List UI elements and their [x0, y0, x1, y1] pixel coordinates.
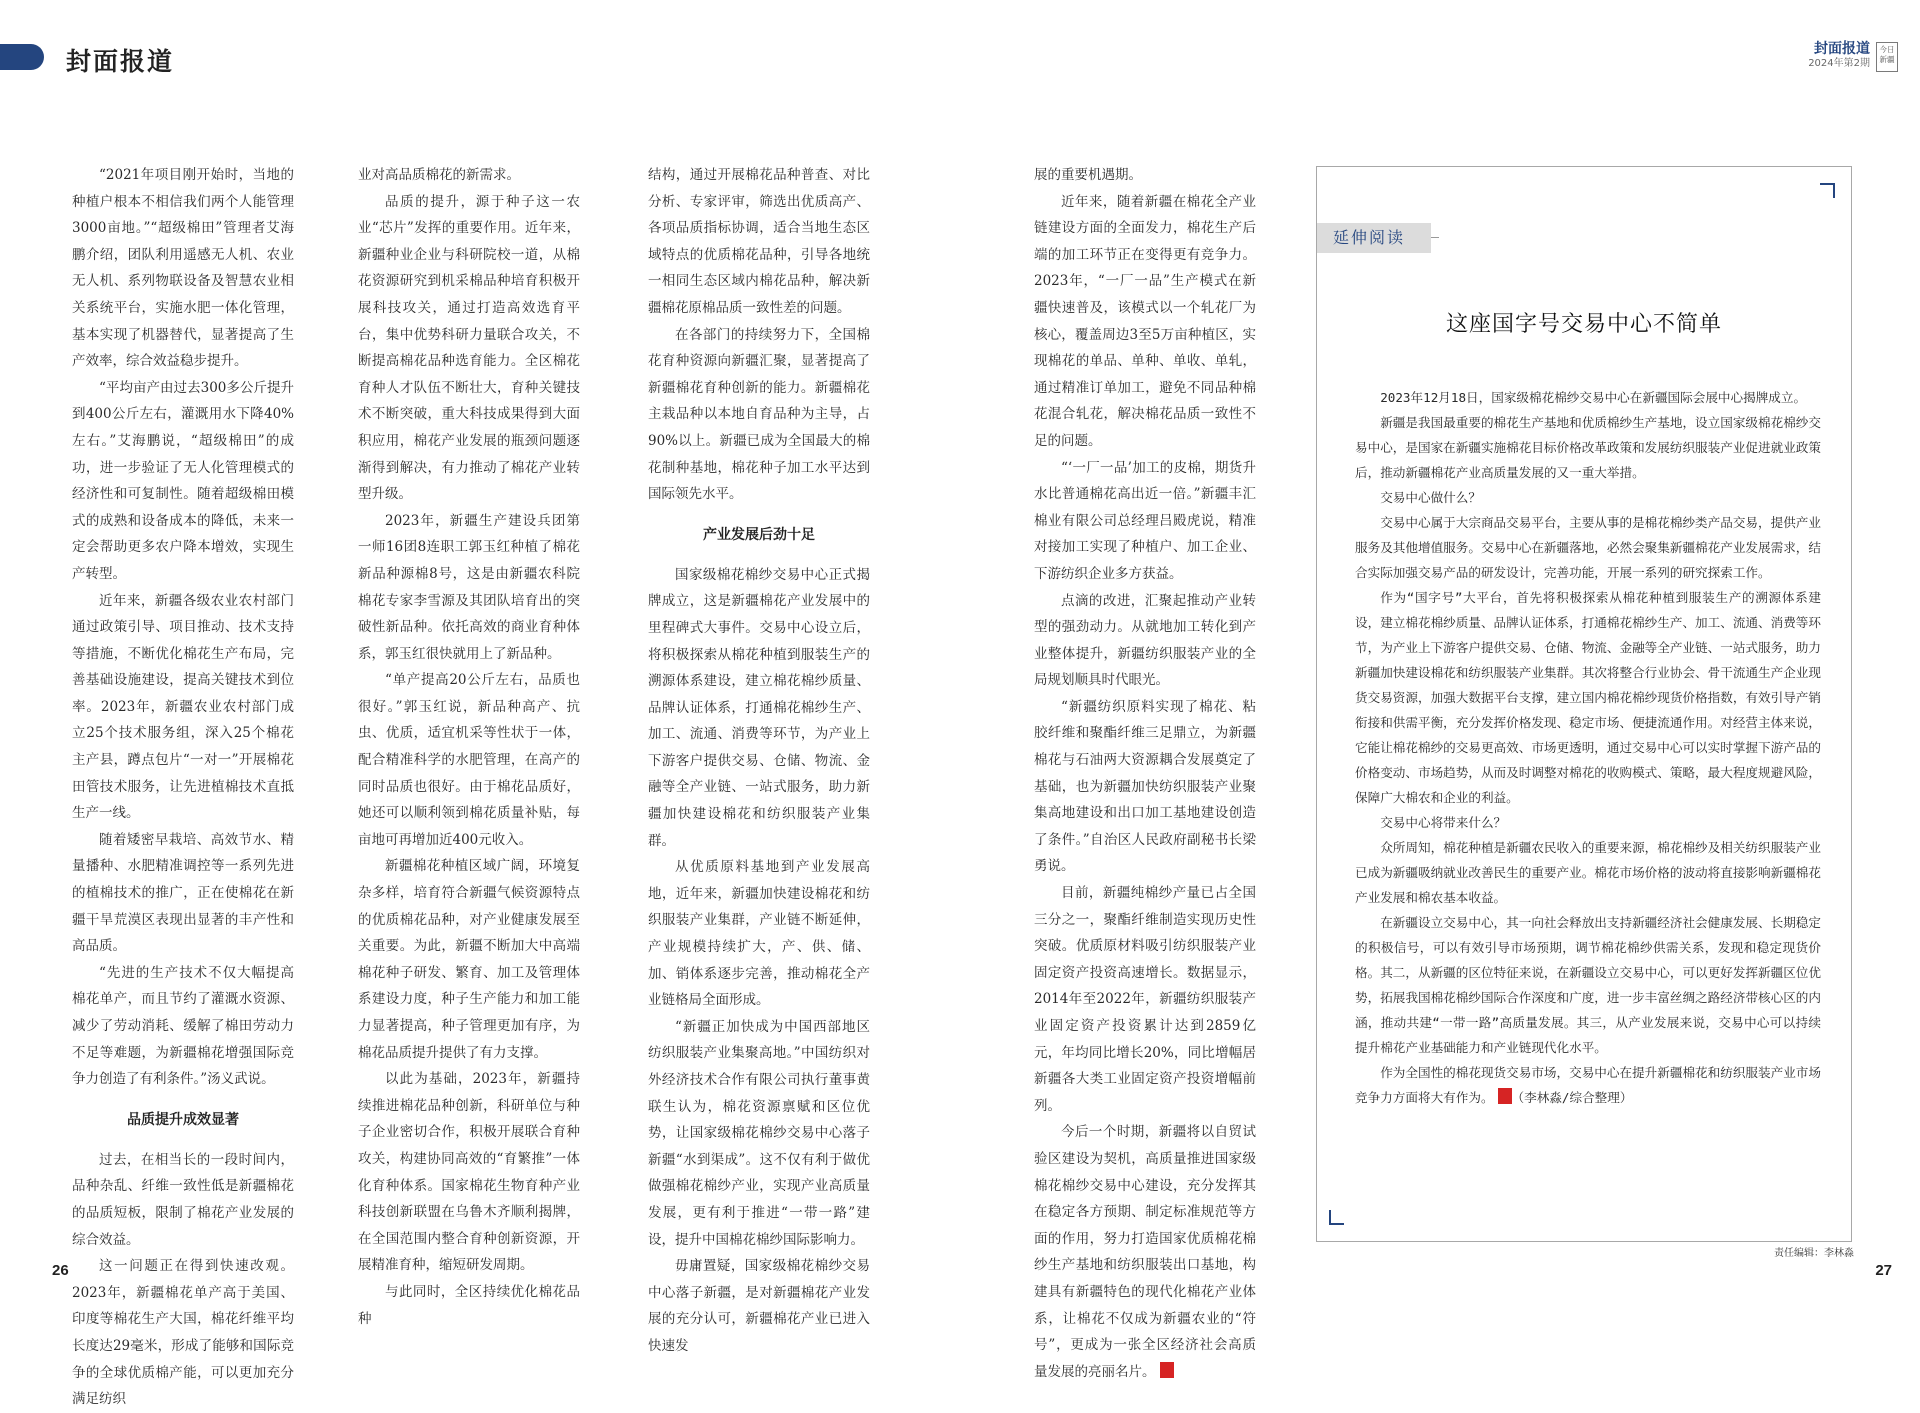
paragraph: [648, 1014, 870, 1253]
sidebar-title: 这座国字号交易中心不简单: [1445, 312, 1722, 337]
paragraph: [72, 827, 294, 960]
paragraph-text: 毋庸置疑，国家级棉花棉纱交易中心落子新疆，是对新疆棉花产业发展的充分认可，新疆棉花产业已进入快速发: [648, 1258, 870, 1354]
paragraph: [72, 375, 294, 588]
paragraph: [72, 960, 294, 1093]
paragraph-text: 结构，通过开展棉花品种普查、对比分析、专家评审，筛选出优质高产、各项品质指标协调，适合当地生态区域特点的优质棉花品种，引导各地统一相同生态区域内棉花品种，解决新疆棉花原棉品质一致性差的问题。: [648, 167, 870, 316]
sidebar-paragraph-text: 交易中心将带来什么？: [1380, 815, 1507, 830]
article-column-1: [72, 162, 294, 1413]
magazine-logo: 今日新疆: [1876, 42, 1898, 72]
paragraph: [72, 588, 294, 827]
article-end-mark-icon: [1498, 1088, 1512, 1104]
paragraph-text: 业对高品质棉花的新需求。: [358, 167, 520, 183]
sidebar-paragraph-text: 在新疆设立交易中心，其一向社会释放出支持新疆经济社会健康发展、长期稳定的积极信号，可以有效引导市场预期，调节棉花棉纱供需关系，发现和稳定现货价格。其二，从新疆的区位特征来说，在新疆设立交易中心，可以更好发挥新疆区位优势，拓展我国棉花棉纱国际合作深度和广度，进一步丰富丝绸之路经济带核心区的内涵，推动共建“一带一路”高质量发展。其三，从产业发展来说，交易中心可以持续提升棉花产业基础能力和产业链现代化水平。: [1355, 915, 1821, 1055]
paragraph-text: “平均亩产由过去300多公斤提升到400公斤左右，灌溉用水下降40%左右。”艾海鹏说，“超级棉田”的成功，进一步验证了无人化管理模式的经济性和可复制性。随着超级棉田模式的成熟和设备成本的降低，未来一定会帮助更多农户降本增效，实现生产转型。: [72, 379, 294, 582]
paragraph: [648, 562, 870, 855]
page-number-left: 26: [52, 1262, 69, 1279]
paragraph-text: “‘一厂一品’加工的皮棉，期货升水比普通棉花高出近一倍。”新疆丰汇棉业有限公司总经理吕殿虎说，精准对接加工实现了种植户、加工企业、下游纺织企业多方获益。: [1034, 459, 1256, 582]
paragraph-text: 与此同时，全区持续优化棉花品种: [358, 1283, 580, 1327]
paragraph-text: 随着矮密早栽培、高效节水、精量播种、水肥精准调控等一系列先进的植棉技术的推广，正在使棉花在新疆干旱荒漠区表现出显著的丰产性和高品质。: [72, 831, 294, 955]
paragraph: [1034, 1119, 1256, 1385]
paragraph-text: 从优质原料基地到产业发展高地，近年来，新疆加快建设棉花和纺织服装产业集群，产业链不断延伸，产业规模持续扩大，产、供、储、加、销体系逐步完善，推动棉花全产业链格局全面形成。: [648, 859, 870, 1009]
corner-bracket-icon: [1329, 1210, 1344, 1225]
paragraph: [358, 1066, 580, 1279]
paragraph: [358, 189, 580, 508]
paragraph-text: 产业发展后劲十足: [703, 526, 815, 543]
sidebar-paragraph: [1355, 385, 1821, 410]
sidebar-credit: （李林淼/综合整理）: [1511, 1090, 1633, 1105]
paragraph: [648, 322, 870, 508]
sidebar-paragraph: [1355, 485, 1821, 510]
sidebar-paragraph: [1355, 810, 1821, 835]
running-header-section: 封面报道: [1814, 41, 1870, 57]
paragraph-text: 点滴的改进，汇聚起推动产业转型的强劲动力。从就地加工转化到产业整体提升，新疆纺织服装产业的全局规划顺具时代眼光。: [1034, 592, 1256, 689]
corner-bracket-icon: [1820, 183, 1835, 198]
paragraph: [648, 854, 870, 1014]
paragraph-text: 过去，在相当长的一段时间内，品种杂乱、纤维一致性低是新疆棉花的品质短板，限制了棉花产业发展的综合效益。: [72, 1151, 294, 1248]
article-end-mark-icon: [1160, 1362, 1174, 1378]
paragraph-text: “2021年项目刚开始时，当地的种植户根本不相信我们两个人能管理3000亩地。”“超级棉田”管理者艾海鹏介绍，团队利用遥感无人机、农业无人机、系列物联设备及智慧农业相关系统平台，实施水肥一体化管理，基本实现了机器替代，显著提高了生产效率，综合效益稳步提升。: [72, 167, 294, 370]
paragraph-text: “先进的生产技术不仅大幅提高棉花单产，而且节约了灌溉水资源、减少了劳动消耗、缓解了棉田劳动力不足等难题，为新疆棉花增强国际竞争力创造了有利条件。”汤义武说。: [72, 964, 294, 1088]
paragraph: [72, 162, 294, 375]
paragraph: [358, 667, 580, 853]
editor-credit: 责任编辑：李林淼: [1774, 1248, 1854, 1259]
article-column-3: [648, 162, 870, 1360]
paragraph-text: 今后一个时期，新疆将以自贸试验区建设为契机，高质量推进国家级棉花棉纱交易中心建设，充分发挥其在稳定各方预期、制定标准规范等方面的作用，努力打造国家优质棉花棉纱生产基地和纺织服装出口基地，构建具有新疆特色的现代化棉花产业体系，让棉花不仅成为新疆农业的“符号”，更成为一张全区经济社会高质量发展的亮丽名片。: [1034, 1124, 1256, 1380]
paragraph-text: 品质提升成效显著: [127, 1111, 239, 1128]
sidebar-paragraph: [1355, 585, 1821, 810]
paragraph: [358, 853, 580, 1066]
paragraph: [72, 1147, 294, 1253]
article-column-2: [358, 162, 580, 1332]
paragraph-text: 近年来，随着新疆在棉花全产业链建设方面的全面发力，棉花生产后端的加工环节正在变得更有竞争力。2023年，“一厂一品”生产模式在新疆快速普及，该模式以一个轧花厂为核心，覆盖周边3至5万亩种植区，实现棉花的单品、单种、单收、单轧，通过精准订单加工，避免不同品种棉花混合轧花，解决棉花品质一致性不足的问题。: [1034, 193, 1256, 449]
paragraph: [1034, 694, 1256, 880]
sidebar-paragraph-text: 2023年12月18日，国家级棉花棉纱交易中心在新疆国际会展中心揭牌成立。: [1380, 390, 1807, 405]
section-tab-marker: [0, 44, 44, 70]
sidebar-paragraph-text: 作为“国字号”大平台，首先将积极探索从棉花种植到服装生产的溯源体系建设，建立棉花棉纱质量、品牌认证体系，打通棉花棉纱生产、加工、流通、消费等环节，为产业上下游客户提供交易、仓储、物流、金融等全产业链、一站式服务，助力新疆加快建设棉花和纺织服装产业集群。其次将整合行业协会、骨干流通生产企业现货交易资源，加强大数据平台支撑，建立国内棉花棉纱现货价格指数，有效引导产销衔接和供需平衡，充分发挥价格发现、稳定市场、便捷流通作用。对经营主体来说，它能让棉花棉纱的交易更高效、市场更透明，通过交易中心可以实时掌握下游产品的价格变动、市场趋势，从而及时调整对棉花的收购模式、策略，最大程度规避风险，保障广大棉农和企业的利益。: [1355, 590, 1821, 805]
sidebar-paragraph-text: 交易中心做什么？: [1380, 490, 1481, 505]
paragraph-text: “单产提高20公斤左右，品质也很好。”郭玉红说，新品种高产、抗虫、优质，适宜机采等性状于一体，配合精准科学的水肥管理，在高产的同时品质也很好。由于棉花品质好，她还可以顺利领到棉花质量补贴，每亩地可再增加近400元收入。: [358, 672, 580, 848]
sidebar-paragraph: [1355, 835, 1821, 910]
paragraph-text: 这一问题正在得到快速改观。2023年，新疆棉花单产高于美国、印度等棉花生产大国，棉花纤维平均长度达29毫米，形成了能够和国际竞争的全球优质棉产能，可以更加充分满足纺织: [72, 1258, 294, 1408]
extended-reading-tag: 延伸阅读: [1333, 228, 1406, 247]
running-header-issue: 2024年第2期: [1808, 58, 1870, 69]
sidebar-paragraph-text: 作为全国性的棉花现货交易市场，交易中心在提升新疆棉花和纺织服装产业市场竞争力方面将大有作为。: [1355, 1065, 1821, 1105]
paragraph: [648, 162, 870, 322]
paragraph-text: 近年来，新疆各级农业农村部门通过政策引导、项目推动、技术支持等措施，不断优化棉花生产布局，完善基础设施建设，提高关键技术到位率。2023年，新疆农业农村部门成立25个技术服务组，深入25个棉花主产县，蹲点包片“一对一”开展棉花田管技术服务，让先进植棉技术直抵生产一线。: [72, 592, 294, 822]
paragraph: [1034, 588, 1256, 694]
paragraph-text: 品质的提升，源于种子这一农业“芯片”发挥的重要作用。近年来，新疆种业企业与科研院校一道，从棉花资源研究到机采棉品种培育积极开展科技攻关，通过打造高效选育平台，集中优势科研力量联合攻关，不断提高棉花品种选育能力。全区棉花育种人才队伍不断壮大，育种关键技术不断突破，重大科技成果得到大面积应用，棉花产业发展的瓶颈问题逐渐得到解决，有力推动了棉花产业转型升级。: [358, 193, 580, 503]
subheading: [648, 522, 870, 548]
sidebar-paragraph-text: 交易中心属于大宗商品交易平台，主要从事的是棉花棉纱类产品交易，提供产业服务及其他增值服务。交易中心在新疆落地，必然会聚集新疆棉花产业发展需求，结合实际加强交易产品的研发设计，完善功能，开展一系列的研究探索工作。: [1355, 515, 1821, 580]
paragraph-text: 以此为基础，2023年，新疆持续推进棉花品种创新，科研单位与种子企业密切合作，积极开展联合育种攻关，构建协同高效的“育繁推”一体化育种体系。国家棉花生物育种产业科技创新联盟在乌鲁木齐顺利揭牌，在全国范围内整合育种创新资源，开展精准育种，缩短研发周期。: [358, 1071, 580, 1274]
running-header: [1808, 42, 1898, 74]
paragraph-text: 新疆棉花种植区域广阔，环境复杂多样，培育符合新疆气候资源特点的优质棉花品种，对产业健康发展至关重要。为此，新疆不断加大中高端棉花种子研发、繁育、加工及管理体系建设力度，种子生产能力和加工能力显著提高，种子管理更加有序，为棉花品质提升提供了有力支撑。: [358, 858, 580, 1061]
paragraph-text: 国家级棉花棉纱交易中心正式揭牌成立，这是新疆棉花产业发展中的里程碑式大事件。交易中心设立后，将积极探索从棉花种植到服装生产的溯源体系建设，建立棉花棉纱质量、品牌认证体系，打通棉花棉纱生产、加工、流通、消费等环节，为产业上下游客户提供交易、仓储、物流、金融等全产业链、一站式服务，助力新疆加快建设棉花和纺织服装产业集群。: [648, 566, 870, 849]
paragraph: [1034, 162, 1256, 189]
sidebar-paragraph: [1355, 910, 1821, 1060]
section-title: 封面报道: [66, 47, 175, 76]
paragraph-text: 2023年，新疆生产建设兵团第一师16团8连职工郭玉红种植了棉花新品种源棉8号，这是由新疆农科院棉花专家李雪源及其团队培育出的突破性新品种。依托高效的商业育种体系，郭玉红很快就用上了新品种。: [358, 512, 580, 662]
paragraph-text: 在各部门的持续努力下，全国棉花育种资源向新疆汇聚，显著提高了新疆棉花育种创新的能力。新疆棉花主栽品种以本地自育品种为主导，占90%以上。新疆已成为全国最大的棉花制种基地，棉花种子加工水平达到国际领先水平。: [648, 326, 870, 503]
paragraph-text: “新疆纺织原料实现了棉花、粘胶纤维和聚酯纤维三足鼎立，为新疆棉花与石油两大资源耦合发展奠定了基础，也为新疆加快纺织服装产业聚集高地建设和出口加工基地建设创造了条件。”自治区人民政府副秘书长梁勇说。: [1034, 698, 1256, 875]
sidebar-paragraph-text: 新疆是我国最重要的棉花生产基地和优质棉纱生产基地，设立国家级棉花棉纱交易中心，是国家在新疆实施棉花目标价格改革政策和发展纺织服装产业促进就业政策后，推动新疆棉花产业高质量发展的又一重大举措。: [1355, 415, 1821, 480]
extended-reading-tag-bar: [1317, 223, 1431, 253]
paragraph-text: 展的重要机遇期。: [1034, 167, 1142, 183]
paragraph-text: 目前，新疆纯棉纱产量已占全国三分之一，聚酯纤维制造实现历史性突破。优质原材料吸引纺织服装产业固定资产投资高速增长。数据显示，2014年至2022年，新疆纺织服装产业固定资产投资累计达到2859亿元，年均同比增长20%，同比增幅居新疆各大类工业固定资产投资增幅前列。: [1034, 885, 1256, 1114]
paragraph: [72, 1253, 294, 1413]
paragraph: [358, 162, 580, 189]
page-number-right: 27: [1875, 1262, 1892, 1279]
sidebar-paragraph-text: 众所周知，棉花种植是新疆农民收入的重要来源，棉花棉纱及相关纺织服装产业已成为新疆吸纳就业改善民生的重要产业。棉花市场价格的波动将直接影响新疆棉花产业发展和棉农基本收益。: [1355, 840, 1821, 905]
extended-reading-box: [1316, 166, 1852, 1242]
paragraph: [358, 508, 580, 668]
paragraph: [358, 1279, 580, 1332]
paragraph: [1034, 189, 1256, 455]
paragraph: [1034, 880, 1256, 1119]
tag-divider: [1431, 237, 1439, 238]
sidebar-body: [1355, 385, 1821, 1110]
subheading: [72, 1107, 294, 1133]
sidebar-paragraph: [1355, 1060, 1821, 1110]
paragraph: [1034, 455, 1256, 588]
sidebar-paragraph: [1355, 410, 1821, 485]
paragraph: [648, 1253, 870, 1359]
sidebar-paragraph: [1355, 510, 1821, 585]
article-column-4: [1034, 162, 1256, 1385]
paragraph-text: “新疆正加快成为中国西部地区纺织服装产业集聚高地。”中国纺织对外经济技术合作有限公司执行董事黄联生认为，棉花资源禀赋和区位优势，让国家级棉花棉纱交易中心落子新疆“水到渠成”。这不仅有利于做优做强棉花棉纱产业，实现产业高质量发展，更有利于推进“一带一路”建设，提升中国棉花棉纱国际影响力。: [648, 1018, 870, 1248]
